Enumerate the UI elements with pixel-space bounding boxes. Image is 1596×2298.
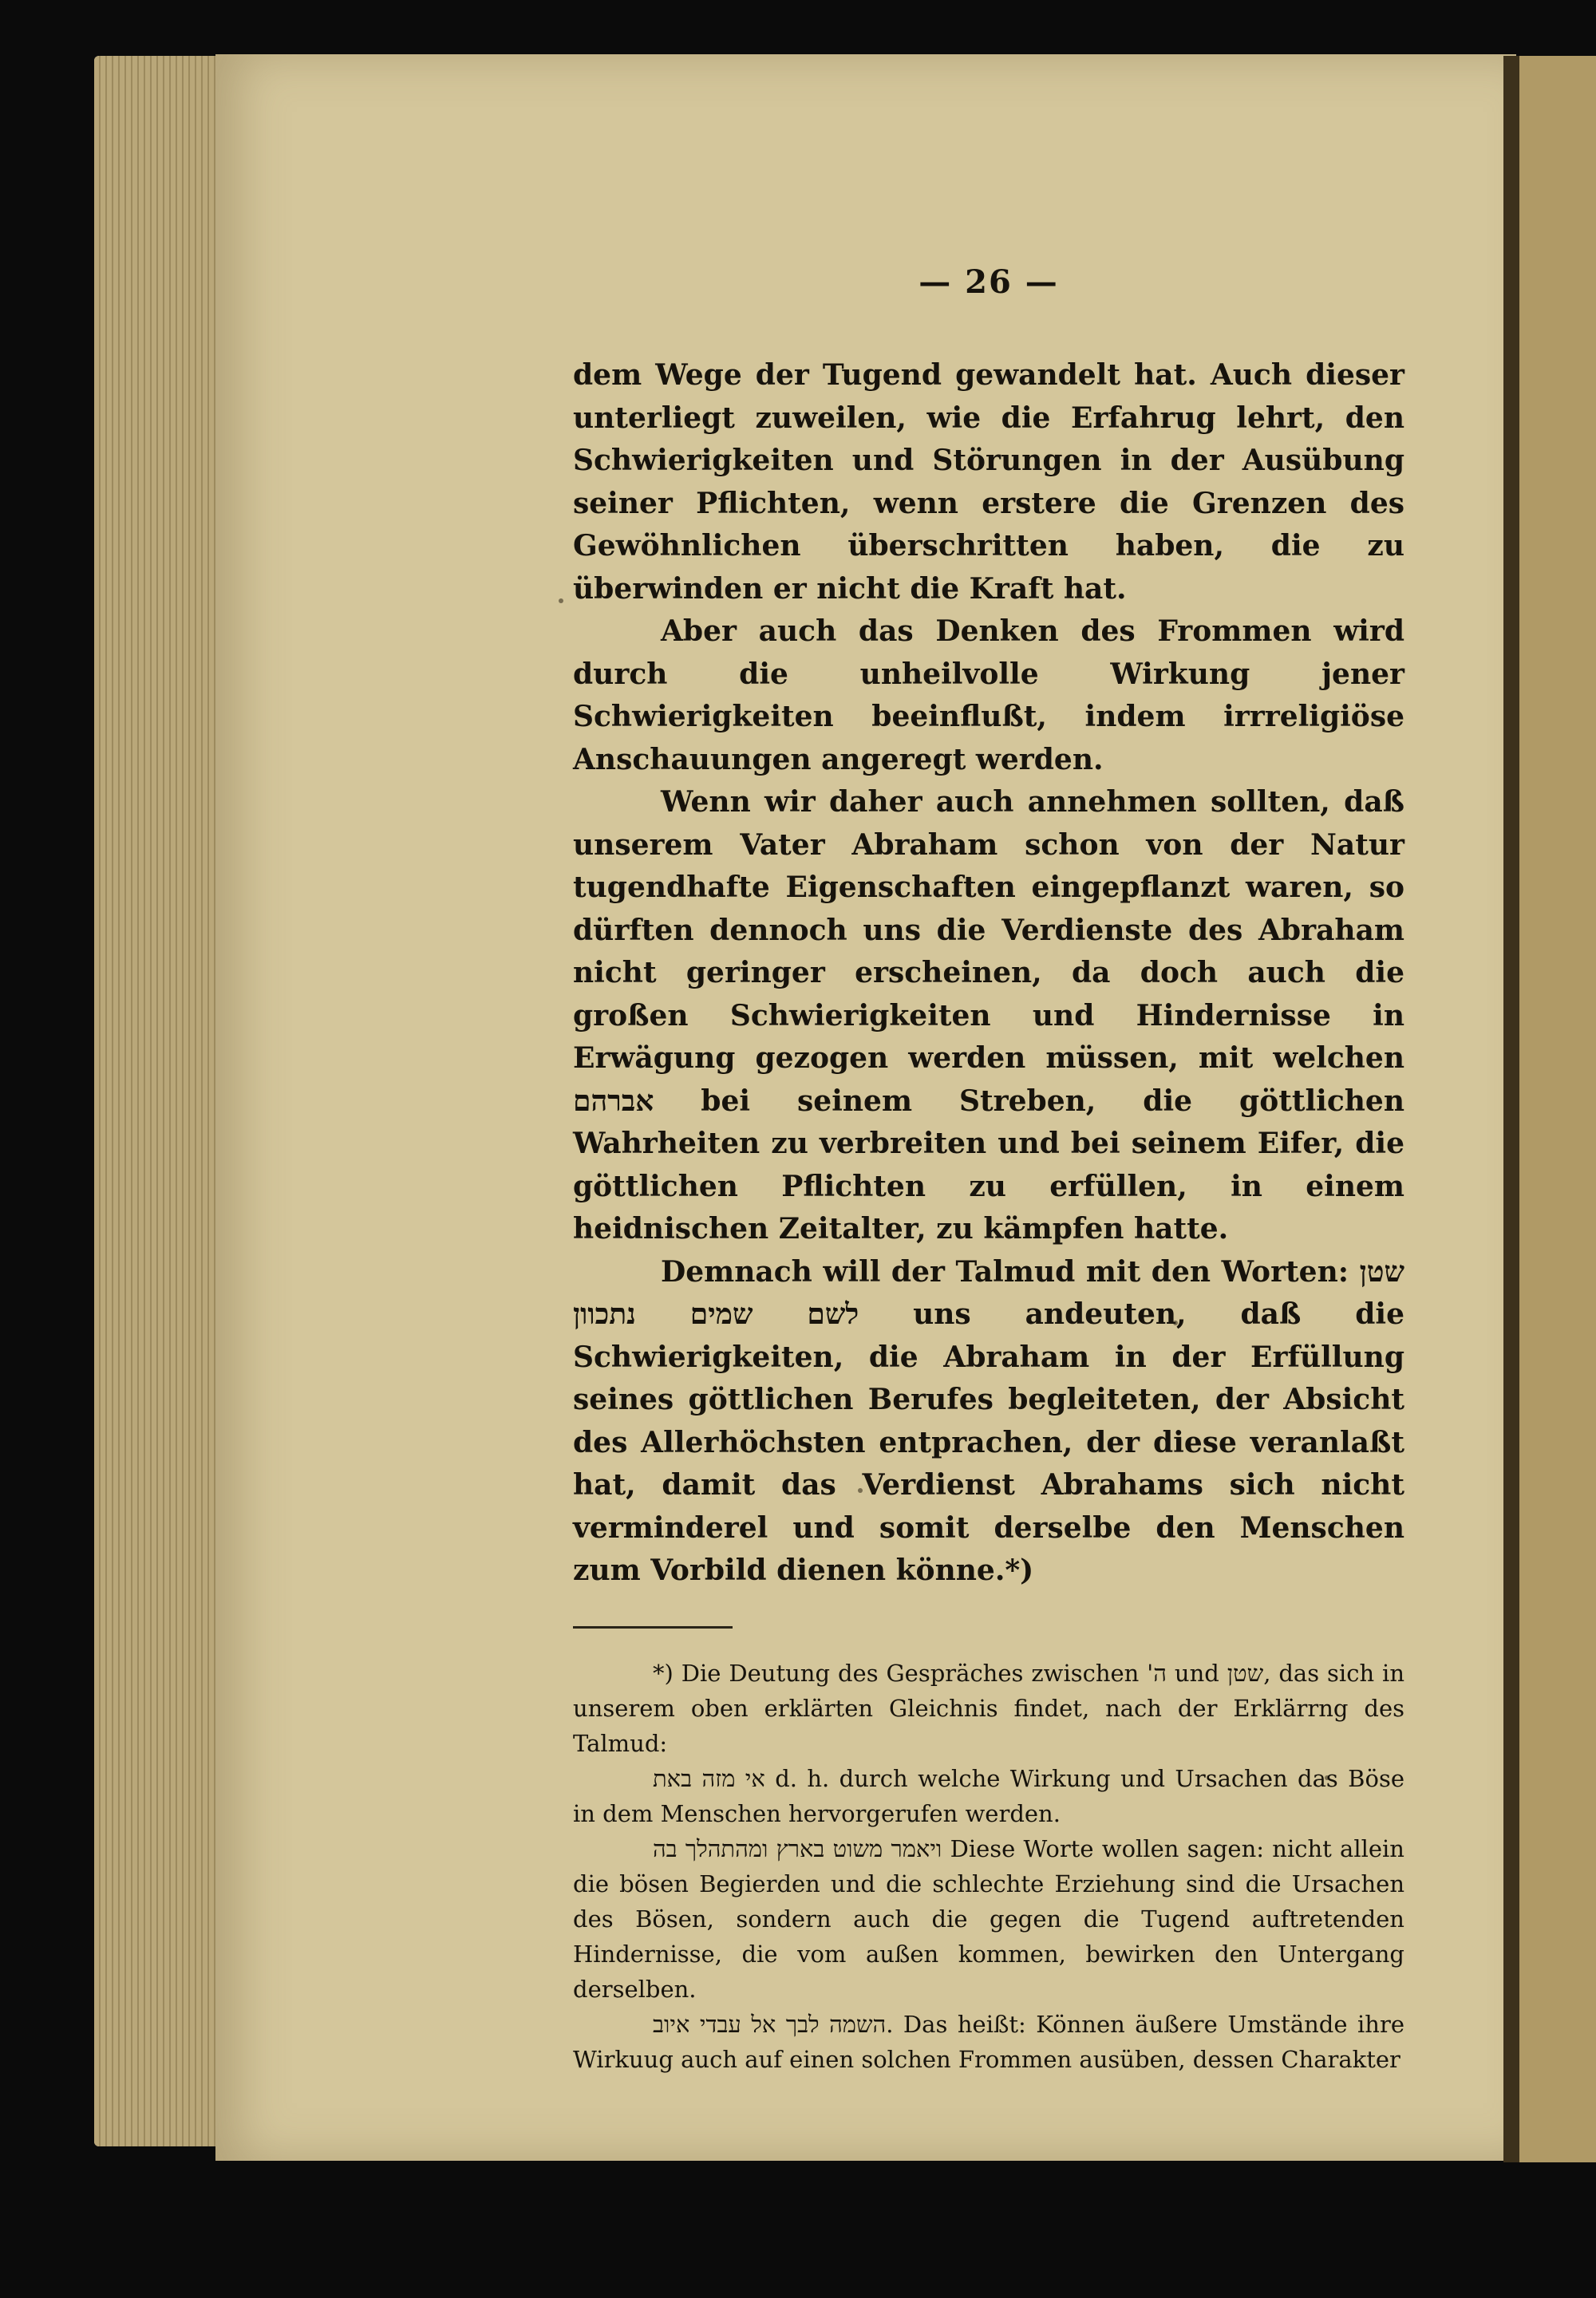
page-text-block: [573, 263, 1404, 2077]
footnote-divider: [573, 1626, 733, 1629]
paper-speck: [559, 598, 563, 603]
paragraph: dem Wege der Tugend gewandelt hat. Auch dieser unterliegt zuweilen, wie die Erfahrug lehrt, den Schwierigkeiten und Störungen in der Ausübung seiner Pflichten, wenn erstere die Grenzen des Gewöhnlichen überschritten haben, die zu überwinden er nicht die Kraft hat.: [573, 358, 1404, 606]
footnote: *) Die Deutung des Gespräches zwischen 'ה und שטן, das sich in unserem oben erklärten Gleichnis findet, nach der Erklärrng des Talmud:: [573, 1659, 1405, 1757]
footnote: השמה לבך אל עבדי איוב. Das heißt: Können äußere Umstände ihre Wirkuug auch auf einen solchen Frommen ausüben, dessen Charakter: [573, 2010, 1404, 2073]
facing-page-edge: [1519, 56, 1596, 2162]
paragraph: Aber auch das Denken des Frommen wird durch die unheilvolle Wirkung jener Schwierigkeiten beeinflußt, indem irrreligiöse Anschauungen angeregt werden.: [573, 614, 1404, 776]
paragraph: Demnach will der Talmud mit den Worten: שטן לשם שמים נתכוון uns andeuten, daß die Schwierigkeiten, die Abraham in der Erfüllung seines göttlichen Berufes begleiteten, der Absicht des Allerhöchsten entprachen, der diese veranlaßt hat, damit das Verdienst Abrahams sich nicht verminderel und somit derselbe den Menschen zum Vorbild dienen könne.*): [573, 1254, 1404, 1587]
footnote: אי מזה באת d. h. durch welche Wirkung und Ursachen das Böse in dem Menschen hervorgerufen werden.: [573, 1764, 1404, 1827]
page-number: — 26 —: [918, 263, 1059, 301]
footnotes: [573, 1656, 1404, 2077]
book-gutter: [1503, 56, 1519, 2162]
main-text: [573, 354, 1404, 1593]
paragraph: Wenn wir daher auch annehmen sollten, daß unserem Vater Abraham schon von der Natur tugendhafte Eigenschaften eingepflanzt waren, so dürften dennoch uns die Verdienste des Abraham nicht geringer erscheinen, da doch auch die großen Schwierigkeiten und Hindernisse in Erwägung gezogen werden müssen, mit welchen אברהם bei seinem Streben, die göttlichen Wahrheiten zu verbreiten und bei seinem Eifer, die göttlichen Pflichten zu erfüllen, in einem heidnischen Zeitalter, zu kämpfen hatte.: [573, 785, 1404, 1246]
footnote: ויאמר משוט בארץ ומהתהלך בה Diese Worte wollen sagen: nicht allein die bösen Begierden und die schlechte Erziehung sind die Ursachen des Bösen, sondern auch die gegen die Tugend auftretenden Hindernisse, die vom außen kommen, bewirken den Untergang derselben.: [573, 1834, 1404, 2003]
